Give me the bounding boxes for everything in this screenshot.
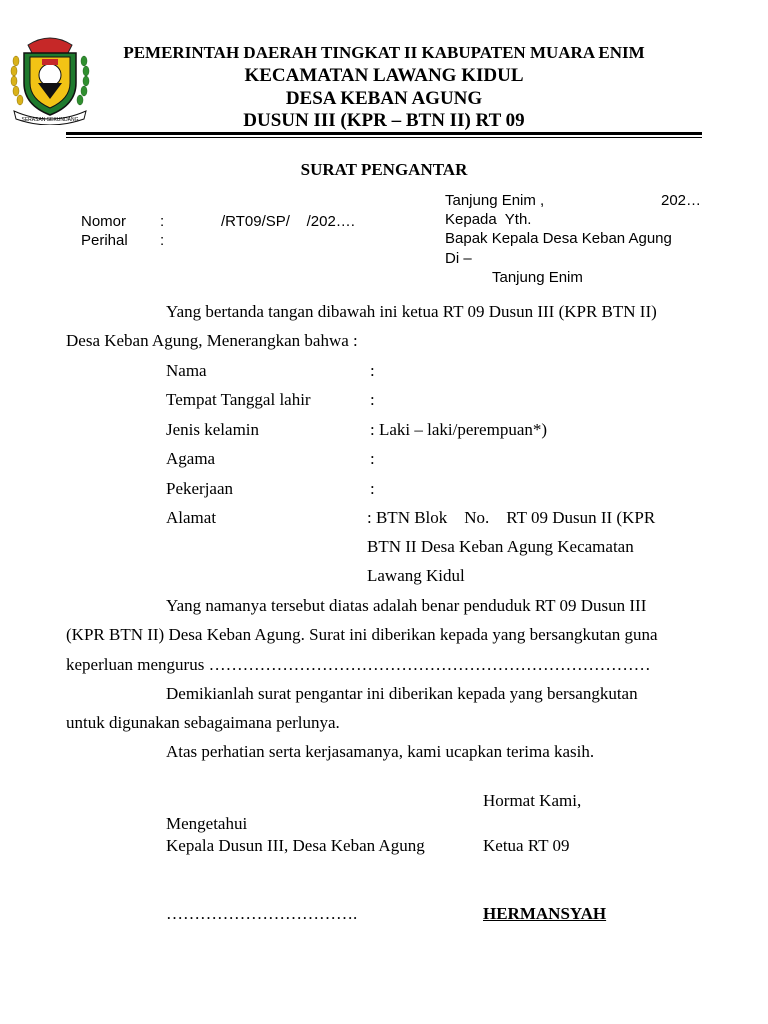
field-value-jenis-kelamin: : Laki – laki/perempuan*) bbox=[370, 420, 548, 439]
field-label-nama: Nama bbox=[166, 361, 207, 380]
letterhead-hamlet: DUSUN III (KPR – BTN II) RT 09 bbox=[243, 110, 525, 131]
nomor-colon: : bbox=[160, 213, 165, 230]
field-label-agama: Agama bbox=[166, 449, 216, 468]
signature-right-name: HERMANSYAH bbox=[483, 904, 607, 923]
signature-left-name-blank: ……………………………. bbox=[166, 904, 358, 923]
field-label-ttl: Tempat Tanggal lahir bbox=[166, 390, 311, 409]
letterhead-district: KECAMATAN LAWANG KIDUL bbox=[244, 65, 524, 86]
para2-line-1: Yang namanya tersebut diatas adalah benar penduduk RT 09 Dusun III bbox=[166, 596, 647, 615]
field-label-jenis-kelamin: Jenis kelamin bbox=[166, 420, 260, 439]
recipient-di: Di – bbox=[445, 250, 472, 267]
letter-title: SURAT PENGANTAR bbox=[300, 160, 468, 179]
field-label-pekerjaan: Pekerjaan bbox=[166, 479, 234, 498]
intro-line-2: Desa Keban Agung, Menerangkan bahwa : bbox=[66, 331, 358, 350]
field-value-ttl: : bbox=[370, 390, 375, 409]
signature-right-title: Ketua RT 09 bbox=[483, 836, 570, 855]
recipient-name: Bapak Kepala Desa Keban Agung bbox=[445, 230, 672, 247]
kepada-yth: Kepada Yth. bbox=[445, 211, 532, 228]
nomor-label: Nomor bbox=[81, 213, 127, 230]
signature-left-title: Kepala Dusun III, Desa Keban Agung bbox=[166, 836, 425, 855]
field-value-alamat-line-2: BTN II Desa Keban Agung Kecamatan bbox=[367, 537, 634, 556]
field-value-alamat-line-3: Lawang Kidul bbox=[367, 566, 465, 585]
para2-line-3: keperluan mengurus …………………………………………………………………… bbox=[66, 655, 651, 674]
para2-line-2: (KPR BTN II) Desa Keban Agung. Surat ini diberikan kepada yang bersangkutan guna bbox=[66, 625, 658, 644]
para3-line-2: untuk digunakan sebagaimana perlunya. bbox=[66, 713, 340, 732]
letter-year: 202… bbox=[661, 192, 702, 209]
letterhead-rule-thick bbox=[66, 132, 702, 135]
svg-text:SERASAN SEKUNDANG: SERASAN SEKUNDANG bbox=[21, 117, 79, 123]
perihal-colon: : bbox=[160, 232, 165, 249]
signature-mengetahui: Mengetahui bbox=[166, 814, 248, 833]
perihal-label: Perihal bbox=[81, 232, 128, 249]
signature-hormat-kami: Hormat Kami, bbox=[483, 791, 582, 810]
regency-emblem-logo bbox=[8, 31, 92, 125]
field-value-pekerjaan: : bbox=[370, 479, 375, 498]
place-date: Tanjung Enim , bbox=[445, 192, 545, 209]
field-label-alamat: Alamat bbox=[166, 508, 217, 527]
field-value-nama: : bbox=[370, 361, 375, 380]
nomor-value: /RT09/SP/ /202…. bbox=[221, 213, 355, 230]
recipient-city: Tanjung Enim bbox=[492, 269, 583, 286]
letterhead-government: PEMERINTAH DAERAH TINGKAT II KABUPATEN MUARA ENIM bbox=[123, 43, 645, 62]
field-value-alamat: : BTN Blok No. RT 09 Dusun II (KPR bbox=[367, 508, 656, 527]
letterhead-village: DESA KEBAN AGUNG bbox=[285, 88, 483, 109]
para3-line-1: Demikianlah surat pengantar ini diberikan kepada yang bersangkutan bbox=[166, 684, 638, 703]
closing-thanks: Atas perhatian serta kerjasamanya, kami ucapkan terima kasih. bbox=[166, 742, 595, 761]
field-value-agama: : bbox=[370, 449, 375, 468]
letterhead-rule-thin bbox=[66, 137, 702, 138]
intro-line-1: Yang bertanda tangan dibawah ini ketua RT 09 Dusun III (KPR BTN II) bbox=[166, 302, 657, 321]
